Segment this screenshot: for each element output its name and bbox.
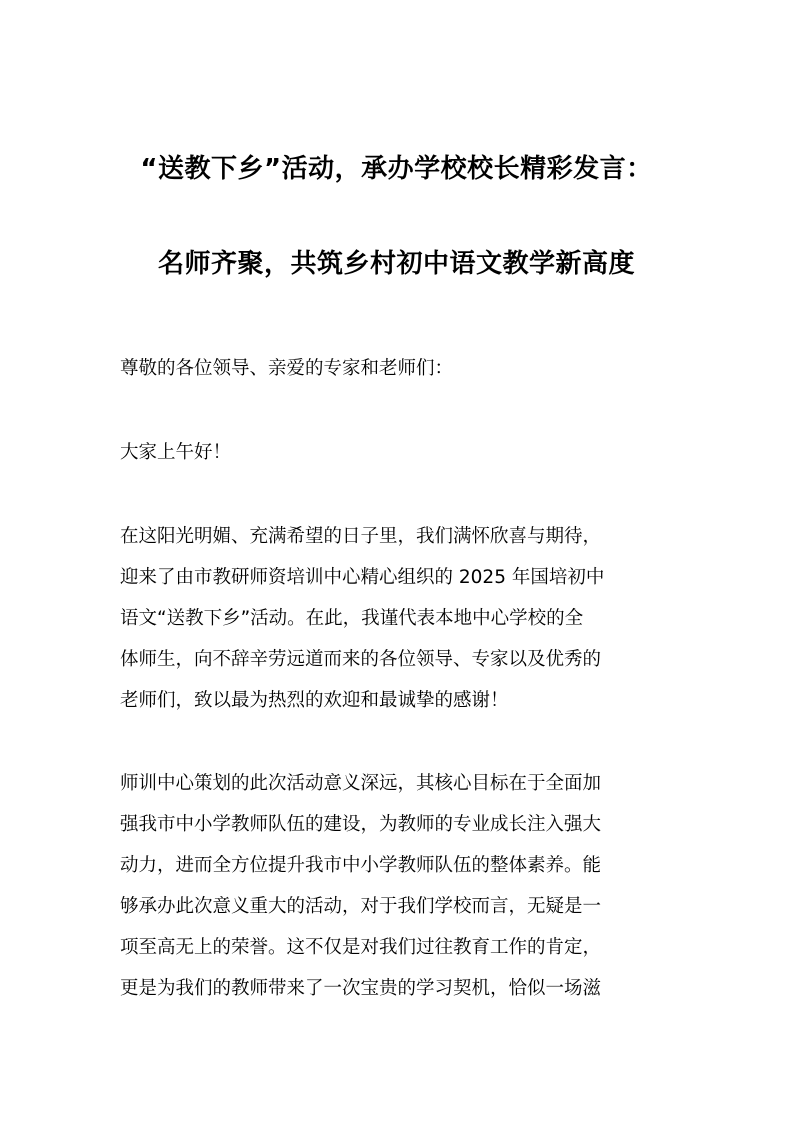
document-title-line-1: “送教下乡”活动，承办学校校长精彩发言： <box>140 154 653 185</box>
document-title-line-2: 名师齐聚，共筑乡村初中语文教学新高度 <box>157 249 635 280</box>
paragraph-1-line: 老师们，致以最为热烈的欢迎和最诚挚的感谢！ <box>120 690 509 711</box>
paragraph-1-line: 体师生，向不辞辛劳远道而来的各位领导、专家以及优秀的 <box>120 649 602 670</box>
paragraph-1-line: 语文“送教下乡”活动。在此，我谨代表本地中心学校的全 <box>120 608 584 629</box>
greeting <box>120 432 680 473</box>
greeting-text: 大家上午好！ <box>120 442 232 463</box>
paragraph-2-line: 动力，进而全方位提升我市中小学教师队伍的整体素养。能 <box>120 855 602 876</box>
paragraph-2-line: 更是为我们的教师带来了一次宝贵的学习契机，恰似一场滋 <box>120 978 602 999</box>
paragraph-2-line: 够承办此次意义重大的活动，对于我们学校而言，无疑是一 <box>120 896 602 917</box>
paragraph-1 <box>120 516 680 721</box>
salutation <box>120 348 680 389</box>
paragraph-2-line: 强我市中小学教师队伍的建设，为教师的专业成长注入强大 <box>120 814 602 835</box>
paragraph-2-line: 项至高无上的荣誉。这不仅是对我们过往教育工作的肯定， <box>120 937 602 958</box>
salutation-text: 尊敬的各位领导、亲爱的专家和老师们： <box>120 358 454 379</box>
paragraph-2-line: 师训中心策划的此次活动意义深远，其核心目标在于全面加 <box>120 773 602 794</box>
paragraph-2 <box>120 763 680 1009</box>
paragraph-1-line: 迎来了由市教研师资培训中心精心组织的 2025 年国培初中 <box>120 567 605 588</box>
paragraph-1-line: 在这阳光明媚、充满希望的日子里，我们满怀欣喜与期待， <box>120 526 602 547</box>
